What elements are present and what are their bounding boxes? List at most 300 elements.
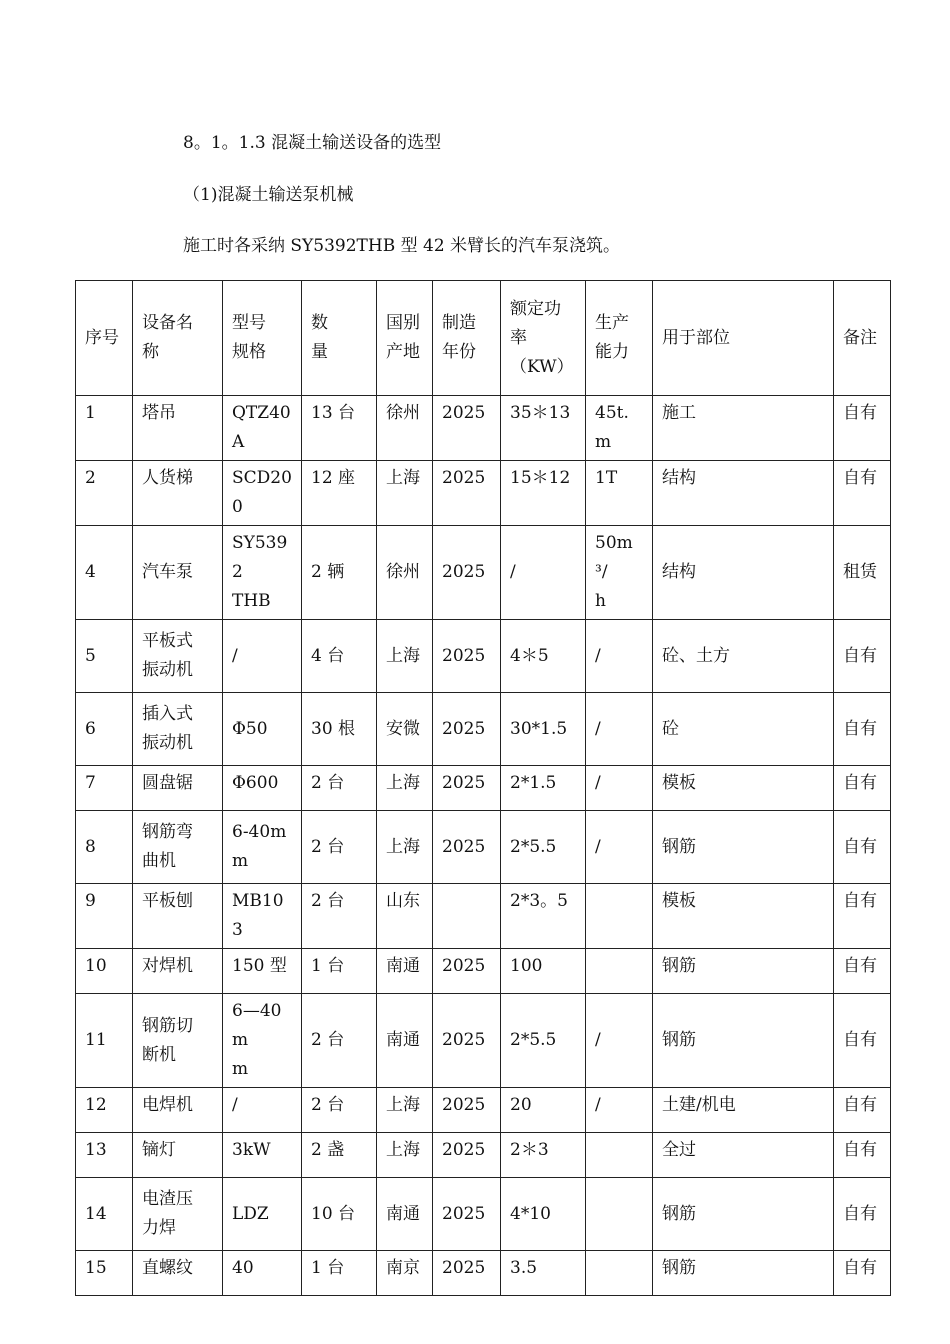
cell-model-spec-text: SY5392 xyxy=(232,533,288,582)
cell-origin-text: 山东 xyxy=(386,891,420,911)
cell-usage-location-text: 砼 xyxy=(662,718,679,739)
cell-seq-text: 10 xyxy=(85,956,107,976)
cell-model-spec xyxy=(223,526,302,620)
cell-usage-location-text: 土建/机电 xyxy=(662,1095,736,1115)
cell-model-spec xyxy=(223,693,302,766)
cell-seq-text: 7 xyxy=(85,773,96,793)
cell-capacity xyxy=(586,811,653,884)
cell-seq-text: 6 xyxy=(85,718,96,739)
cell-capacity-text: 45t.m xyxy=(595,403,629,452)
cell-origin xyxy=(377,811,433,884)
cell-usage-location xyxy=(653,884,834,949)
cell-usage-location xyxy=(653,526,834,620)
cell-usage-location-text: 全过 xyxy=(662,1140,696,1160)
cell-quantity-text: 2 台 xyxy=(311,836,345,857)
cell-year xyxy=(433,620,501,693)
cell-capacity-text: / xyxy=(595,1095,601,1115)
cell-year xyxy=(433,884,501,949)
cell-remarks-text: 自有 xyxy=(843,1203,877,1224)
cell-seq-text: 8 xyxy=(85,836,96,857)
cell-equipment-name-text: 直螺纹 xyxy=(142,1258,193,1278)
cell-capacity-text: / xyxy=(595,645,601,666)
cell-origin xyxy=(377,949,433,994)
cell-model-spec xyxy=(223,1178,302,1251)
cell-equipment-name xyxy=(133,526,223,620)
cell-year xyxy=(433,396,501,461)
header-model-spec-text: 型号 xyxy=(232,313,266,333)
cell-rated-power-text: 2*3。5 xyxy=(510,891,568,911)
cell-year-text: 2025 xyxy=(442,773,486,793)
cell-equipment-name xyxy=(133,620,223,693)
cell-quantity xyxy=(302,1133,377,1178)
cell-origin xyxy=(377,884,433,949)
cell-usage-location-text: 施工 xyxy=(662,403,696,423)
header-remarks-text: 备注 xyxy=(843,327,877,348)
cell-equipment-name xyxy=(133,811,223,884)
table-row xyxy=(76,1088,891,1133)
cell-seq-text: 2 xyxy=(85,468,96,488)
header-remarks xyxy=(834,281,891,396)
cell-equipment-name-text: 镝灯 xyxy=(142,1140,176,1160)
cell-usage-location xyxy=(653,620,834,693)
cell-equipment-name xyxy=(133,949,223,994)
cell-equipment-name-text: 对焊机 xyxy=(142,956,193,976)
cell-remarks-text: 自有 xyxy=(843,1258,877,1278)
cell-quantity-text: 1 台 xyxy=(311,956,345,976)
cell-equipment-name xyxy=(133,1133,223,1178)
cell-model-spec-text: Φ50 xyxy=(232,718,268,739)
header-rated-power xyxy=(501,281,586,396)
intro-paragraph: 施工时各采纳 SY5392THB 型 42 米臂长的汽车泵浇筑。 xyxy=(183,236,621,256)
cell-remarks xyxy=(834,693,891,766)
cell-remarks xyxy=(834,766,891,811)
cell-rated-power xyxy=(501,1133,586,1178)
cell-origin xyxy=(377,1251,433,1296)
cell-usage-location-text: 砼、土方 xyxy=(662,645,730,666)
cell-equipment-name-text: 人货梯 xyxy=(142,468,193,488)
cell-year xyxy=(433,811,501,884)
header-year xyxy=(433,281,501,396)
header-usage-location-text: 用于部位 xyxy=(662,327,730,348)
cell-equipment-name xyxy=(133,766,223,811)
cell-remarks-text: 自有 xyxy=(843,956,877,976)
cell-equipment-name-text: 断机 xyxy=(142,1044,176,1065)
cell-quantity-text: 12 座 xyxy=(311,468,356,488)
cell-usage-location xyxy=(653,949,834,994)
cell-seq-text: 13 xyxy=(85,1140,107,1160)
cell-year-text: 2025 xyxy=(442,718,486,739)
cell-remarks xyxy=(834,461,891,526)
cell-origin-text: 南通 xyxy=(386,1030,420,1050)
cell-equipment-name xyxy=(133,461,223,526)
cell-quantity-text: 13 台 xyxy=(311,403,356,423)
cell-usage-location-text: 结构 xyxy=(662,468,696,488)
cell-equipment-name-text: 振动机 xyxy=(142,660,193,680)
cell-rated-power-text: 30*1.5 xyxy=(510,718,568,739)
cell-quantity xyxy=(302,396,377,461)
cell-origin-text: 南通 xyxy=(386,956,420,976)
cell-quantity-text: 2 台 xyxy=(311,773,345,793)
cell-equipment-name-text: 插入式 xyxy=(142,704,193,724)
cell-capacity-text: 50m³/ xyxy=(595,533,633,582)
cell-seq-text: 12 xyxy=(85,1095,107,1115)
table-row xyxy=(76,994,891,1088)
cell-remarks xyxy=(834,1133,891,1178)
subheading: （1)混凝土输送泵机械 xyxy=(183,185,354,205)
cell-year xyxy=(433,1088,501,1133)
cell-model-spec xyxy=(223,949,302,994)
header-rated-power-text: 额定功 xyxy=(510,298,561,319)
cell-rated-power-text: 35＊13 xyxy=(510,403,571,423)
cell-model-spec-text: Φ600 xyxy=(232,773,279,793)
table-row xyxy=(76,396,891,461)
cell-remarks xyxy=(834,396,891,461)
cell-origin xyxy=(377,693,433,766)
cell-usage-location-text: 钢筋 xyxy=(662,1203,696,1224)
cell-origin-text: 上海 xyxy=(386,773,420,793)
cell-year xyxy=(433,994,501,1088)
cell-year xyxy=(433,1178,501,1251)
cell-seq-text: 4 xyxy=(85,562,96,582)
header-capacity-text: 能力 xyxy=(595,342,629,362)
cell-rated-power xyxy=(501,884,586,949)
cell-origin-text: 上海 xyxy=(386,1095,420,1115)
cell-rated-power-text: 4＊5 xyxy=(510,645,549,666)
cell-origin xyxy=(377,1133,433,1178)
cell-capacity-text: 1T xyxy=(595,468,618,488)
cell-rated-power-text: 2*5.5 xyxy=(510,836,557,857)
cell-origin xyxy=(377,461,433,526)
header-model-spec xyxy=(223,281,302,396)
cell-year-text: 2025 xyxy=(442,1258,486,1278)
cell-origin xyxy=(377,1178,433,1251)
cell-equipment-name-text: 圆盘锯 xyxy=(142,773,193,793)
cell-capacity xyxy=(586,526,653,620)
cell-seq xyxy=(76,811,133,884)
cell-quantity-text: 2 辆 xyxy=(311,562,345,582)
cell-rated-power xyxy=(501,766,586,811)
cell-seq xyxy=(76,1133,133,1178)
cell-equipment-name-text: 平板式 xyxy=(142,631,193,651)
cell-model-spec-text: THB xyxy=(232,591,271,611)
cell-year-text: 2025 xyxy=(442,1030,486,1050)
cell-quantity xyxy=(302,1251,377,1296)
table-row xyxy=(76,884,891,949)
cell-capacity xyxy=(586,1251,653,1296)
cell-equipment-name-text: 曲机 xyxy=(142,851,176,871)
cell-quantity-text: 4 台 xyxy=(311,645,345,666)
cell-usage-location-text: 模板 xyxy=(662,773,696,793)
table-row xyxy=(76,949,891,994)
cell-remarks xyxy=(834,994,891,1088)
cell-year-text: 2025 xyxy=(442,1140,486,1160)
cell-origin xyxy=(377,396,433,461)
cell-seq-text: 9 xyxy=(85,891,96,911)
cell-model-spec xyxy=(223,884,302,949)
cell-quantity xyxy=(302,766,377,811)
cell-usage-location-text: 钢筋 xyxy=(662,956,696,976)
cell-seq xyxy=(76,884,133,949)
cell-remarks xyxy=(834,1178,891,1251)
cell-model-spec-text: 6—40m xyxy=(232,1001,282,1050)
cell-seq xyxy=(76,949,133,994)
header-year-text: 制造 xyxy=(442,313,476,333)
cell-capacity-text: / xyxy=(595,1030,601,1050)
cell-capacity xyxy=(586,693,653,766)
cell-year-text: 2025 xyxy=(442,836,486,857)
table-row xyxy=(76,461,891,526)
cell-model-spec-text: LDZ xyxy=(232,1203,269,1224)
cell-year xyxy=(433,526,501,620)
cell-year xyxy=(433,766,501,811)
header-year-text: 年份 xyxy=(442,342,476,362)
cell-seq-text: 11 xyxy=(85,1030,107,1050)
cell-year-text: 2025 xyxy=(442,562,486,582)
cell-seq-text: 1 xyxy=(85,403,96,423)
cell-model-spec xyxy=(223,766,302,811)
cell-quantity xyxy=(302,461,377,526)
cell-model-spec-text: 3kW xyxy=(232,1140,271,1160)
cell-capacity xyxy=(586,766,653,811)
cell-remarks-text: 自有 xyxy=(843,1140,877,1160)
cell-rated-power-text: 3.5 xyxy=(510,1258,538,1278)
header-equipment-name-text: 称 xyxy=(142,342,159,362)
cell-equipment-name-text: 塔吊 xyxy=(142,403,176,423)
cell-origin-text: 南通 xyxy=(386,1203,420,1224)
cell-quantity xyxy=(302,811,377,884)
cell-rated-power xyxy=(501,994,586,1088)
cell-seq xyxy=(76,461,133,526)
cell-seq-text: 5 xyxy=(85,645,96,666)
cell-usage-location xyxy=(653,396,834,461)
cell-seq xyxy=(76,1088,133,1133)
cell-remarks xyxy=(834,884,891,949)
cell-remarks-text: 自有 xyxy=(843,836,877,857)
table-row xyxy=(76,1133,891,1178)
cell-usage-location xyxy=(653,461,834,526)
cell-rated-power xyxy=(501,949,586,994)
cell-seq xyxy=(76,1251,133,1296)
cell-usage-location-text: 钢筋 xyxy=(662,1258,696,1278)
cell-rated-power-text: 2＊3 xyxy=(510,1140,549,1160)
cell-capacity xyxy=(586,461,653,526)
cell-seq xyxy=(76,396,133,461)
cell-quantity-text: 2 台 xyxy=(311,891,345,911)
header-origin-text: 产地 xyxy=(386,342,420,362)
header-usage-location xyxy=(653,281,834,396)
cell-model-spec-text: / xyxy=(232,645,238,666)
cell-rated-power-text: 100 xyxy=(510,956,543,976)
cell-year-text: 2025 xyxy=(442,1203,486,1224)
cell-quantity xyxy=(302,1178,377,1251)
cell-rated-power xyxy=(501,1251,586,1296)
cell-seq xyxy=(76,994,133,1088)
cell-remarks xyxy=(834,811,891,884)
cell-usage-location xyxy=(653,1088,834,1133)
cell-seq-text: 15 xyxy=(85,1258,107,1278)
cell-capacity-text: / xyxy=(595,718,601,739)
cell-equipment-name xyxy=(133,884,223,949)
cell-quantity-text: 2 盏 xyxy=(311,1140,345,1160)
cell-usage-location xyxy=(653,1251,834,1296)
cell-remarks xyxy=(834,1251,891,1296)
cell-quantity xyxy=(302,526,377,620)
cell-rated-power-text: 20 xyxy=(510,1095,532,1115)
cell-capacity xyxy=(586,949,653,994)
cell-capacity xyxy=(586,1178,653,1251)
cell-model-spec-text: QTZ40A xyxy=(232,403,291,452)
cell-remarks-text: 自有 xyxy=(843,468,877,488)
cell-quantity xyxy=(302,693,377,766)
table-header-row xyxy=(76,281,891,396)
cell-remarks xyxy=(834,526,891,620)
cell-usage-location xyxy=(653,693,834,766)
cell-model-spec xyxy=(223,620,302,693)
cell-remarks-text: 自有 xyxy=(843,891,877,911)
cell-quantity xyxy=(302,1088,377,1133)
header-rated-power-text: 率 xyxy=(510,327,527,348)
cell-remarks-text: 租赁 xyxy=(843,562,877,582)
header-seq-text: 序号 xyxy=(85,327,119,348)
header-capacity xyxy=(586,281,653,396)
cell-rated-power xyxy=(501,526,586,620)
table-row xyxy=(76,620,891,693)
cell-equipment-name xyxy=(133,693,223,766)
cell-capacity xyxy=(586,884,653,949)
cell-model-spec xyxy=(223,1133,302,1178)
header-equipment-name xyxy=(133,281,223,396)
cell-rated-power-text: / xyxy=(510,562,516,582)
cell-model-spec xyxy=(223,396,302,461)
cell-remarks-text: 自有 xyxy=(843,1030,877,1050)
cell-capacity xyxy=(586,994,653,1088)
cell-origin xyxy=(377,994,433,1088)
cell-equipment-name-text: 平板刨 xyxy=(142,891,193,911)
cell-usage-location xyxy=(653,766,834,811)
equipment-table xyxy=(75,280,891,1296)
cell-origin xyxy=(377,526,433,620)
cell-year xyxy=(433,949,501,994)
cell-equipment-name xyxy=(133,994,223,1088)
cell-origin-text: 上海 xyxy=(386,468,420,488)
cell-year xyxy=(433,461,501,526)
cell-year-text: 2025 xyxy=(442,956,486,976)
cell-equipment-name xyxy=(133,1251,223,1296)
cell-rated-power xyxy=(501,461,586,526)
cell-origin-text: 安微 xyxy=(386,718,420,739)
cell-rated-power xyxy=(501,1178,586,1251)
cell-equipment-name-text: 电渣压 xyxy=(142,1189,193,1209)
cell-origin xyxy=(377,1088,433,1133)
section-heading: 8。1。1.3 混凝土输送设备的选型 xyxy=(183,133,442,153)
cell-remarks xyxy=(834,1088,891,1133)
header-capacity-text: 生产 xyxy=(595,313,629,333)
cell-quantity-text: 2 台 xyxy=(311,1095,345,1115)
cell-rated-power-text: 15＊12 xyxy=(510,468,571,488)
cell-quantity-text: 10 台 xyxy=(311,1203,356,1224)
cell-quantity xyxy=(302,620,377,693)
table-row xyxy=(76,1251,891,1296)
cell-quantity-text: 1 台 xyxy=(311,1258,345,1278)
cell-remarks-text: 自有 xyxy=(843,645,877,666)
cell-equipment-name-text: 钢筋弯 xyxy=(142,822,193,842)
header-rated-power-text: （KW） xyxy=(510,356,574,377)
cell-model-spec xyxy=(223,811,302,884)
cell-origin-text: 上海 xyxy=(386,836,420,857)
cell-seq xyxy=(76,766,133,811)
cell-remarks xyxy=(834,949,891,994)
cell-seq xyxy=(76,1178,133,1251)
cell-model-spec-text: SCD200 xyxy=(232,468,292,517)
cell-usage-location xyxy=(653,1133,834,1178)
cell-capacity xyxy=(586,620,653,693)
cell-remarks xyxy=(834,620,891,693)
header-quantity xyxy=(302,281,377,396)
cell-origin-text: 徐州 xyxy=(386,403,420,423)
cell-rated-power xyxy=(501,811,586,884)
cell-usage-location-text: 钢筋 xyxy=(662,836,696,857)
cell-model-spec-text: / xyxy=(232,1095,238,1115)
cell-capacity xyxy=(586,396,653,461)
table-row xyxy=(76,811,891,884)
cell-rated-power xyxy=(501,620,586,693)
cell-model-spec-text: 40 xyxy=(232,1258,254,1278)
header-origin xyxy=(377,281,433,396)
cell-origin-text: 上海 xyxy=(386,645,420,666)
cell-rated-power-text: 2*5.5 xyxy=(510,1030,557,1050)
cell-equipment-name xyxy=(133,1178,223,1251)
cell-usage-location-text: 结构 xyxy=(662,562,696,582)
cell-year-text: 2025 xyxy=(442,403,486,423)
cell-rated-power-text: 2*1.5 xyxy=(510,773,557,793)
cell-model-spec xyxy=(223,1251,302,1296)
cell-model-spec-text: MB103 xyxy=(232,891,284,940)
header-origin-text: 国别 xyxy=(386,313,420,333)
cell-seq xyxy=(76,620,133,693)
cell-model-spec xyxy=(223,461,302,526)
cell-seq xyxy=(76,526,133,620)
cell-year-text: 2025 xyxy=(442,1095,486,1115)
cell-usage-location xyxy=(653,994,834,1088)
cell-model-spec-text: 150 型 xyxy=(232,956,287,976)
cell-year xyxy=(433,1133,501,1178)
cell-equipment-name-text: 汽车泵 xyxy=(142,562,193,582)
table-row xyxy=(76,693,891,766)
cell-capacity xyxy=(586,1133,653,1178)
cell-origin xyxy=(377,620,433,693)
cell-quantity xyxy=(302,994,377,1088)
cell-origin-text: 南京 xyxy=(386,1258,420,1278)
cell-quantity-text: 30 根 xyxy=(311,718,356,739)
header-quantity-text: 量 xyxy=(311,342,328,362)
cell-rated-power xyxy=(501,396,586,461)
header-equipment-name-text: 设备名 xyxy=(142,313,193,333)
cell-rated-power xyxy=(501,1088,586,1133)
cell-year-text: 2025 xyxy=(442,645,486,666)
cell-usage-location xyxy=(653,811,834,884)
cell-equipment-name-text: 钢筋切 xyxy=(142,1015,193,1036)
header-model-spec-text: 规格 xyxy=(232,342,266,362)
cell-year xyxy=(433,693,501,766)
cell-origin-text: 上海 xyxy=(386,1140,420,1160)
cell-year-text: 2025 xyxy=(442,468,486,488)
cell-remarks-text: 自有 xyxy=(843,773,877,793)
table-row xyxy=(76,1178,891,1251)
cell-seq xyxy=(76,693,133,766)
cell-model-spec-text: m xyxy=(232,1059,249,1079)
cell-usage-location-text: 模板 xyxy=(662,891,696,911)
header-seq xyxy=(76,281,133,396)
